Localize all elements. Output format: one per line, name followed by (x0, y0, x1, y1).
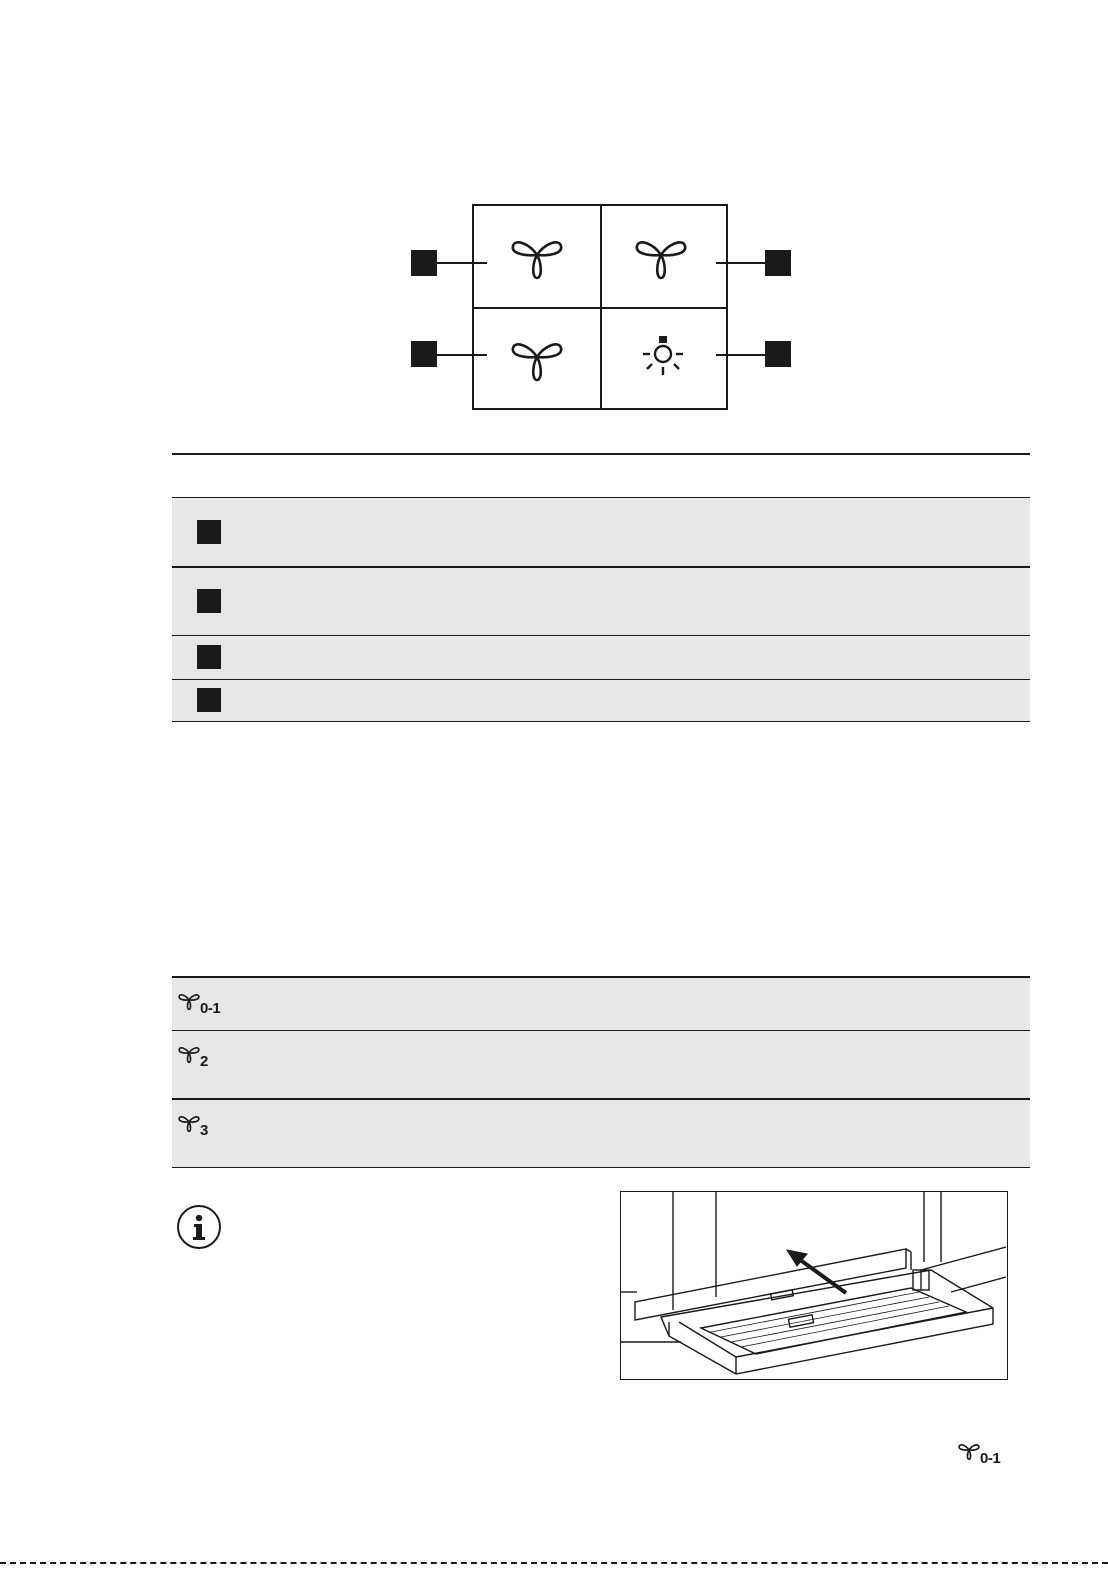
callout-marker (411, 250, 437, 276)
fan-icon (958, 1437, 980, 1463)
fan-level-label: 2 (200, 1053, 208, 1070)
callout-marker (765, 341, 791, 367)
table-rule (172, 721, 1030, 722)
table-row (172, 1031, 1030, 1098)
lamp-icon (638, 332, 688, 382)
fan-level-indicator (958, 1437, 1008, 1469)
callout-leader (437, 354, 487, 356)
control-panel-diagram (472, 204, 728, 410)
fan-icon (178, 1109, 200, 1135)
table-row (172, 636, 1030, 679)
table-rule (172, 1167, 1030, 1168)
table-row (172, 498, 1030, 566)
callout-marker (765, 250, 791, 276)
fan-level-label: 3 (200, 1122, 208, 1139)
table-row (172, 568, 1030, 635)
callout-leader (437, 262, 487, 264)
table-row (172, 680, 1030, 721)
fan-icon (178, 987, 200, 1013)
fan-icon (510, 228, 564, 282)
callout-marker (197, 520, 221, 544)
callout-leader (716, 262, 765, 264)
page-footer-rule (0, 1562, 1108, 1564)
callout-marker (197, 589, 221, 613)
info-icon (177, 1205, 221, 1249)
fan-icon (510, 330, 564, 384)
table-row (172, 978, 1030, 1030)
callout-marker (411, 341, 437, 367)
fan-level-label: 0-1 (200, 1000, 221, 1017)
table-rule (172, 453, 1030, 455)
callout-marker (197, 688, 221, 712)
fan-level-label: 0-1 (980, 1450, 1001, 1467)
callout-leader (716, 354, 765, 356)
panel-divider-horizontal (474, 307, 726, 309)
cooker-hood-illustration (620, 1191, 1008, 1380)
fan-icon (178, 1040, 200, 1066)
table-row (172, 1100, 1030, 1167)
callout-marker (197, 645, 221, 669)
fan-icon (634, 228, 688, 282)
